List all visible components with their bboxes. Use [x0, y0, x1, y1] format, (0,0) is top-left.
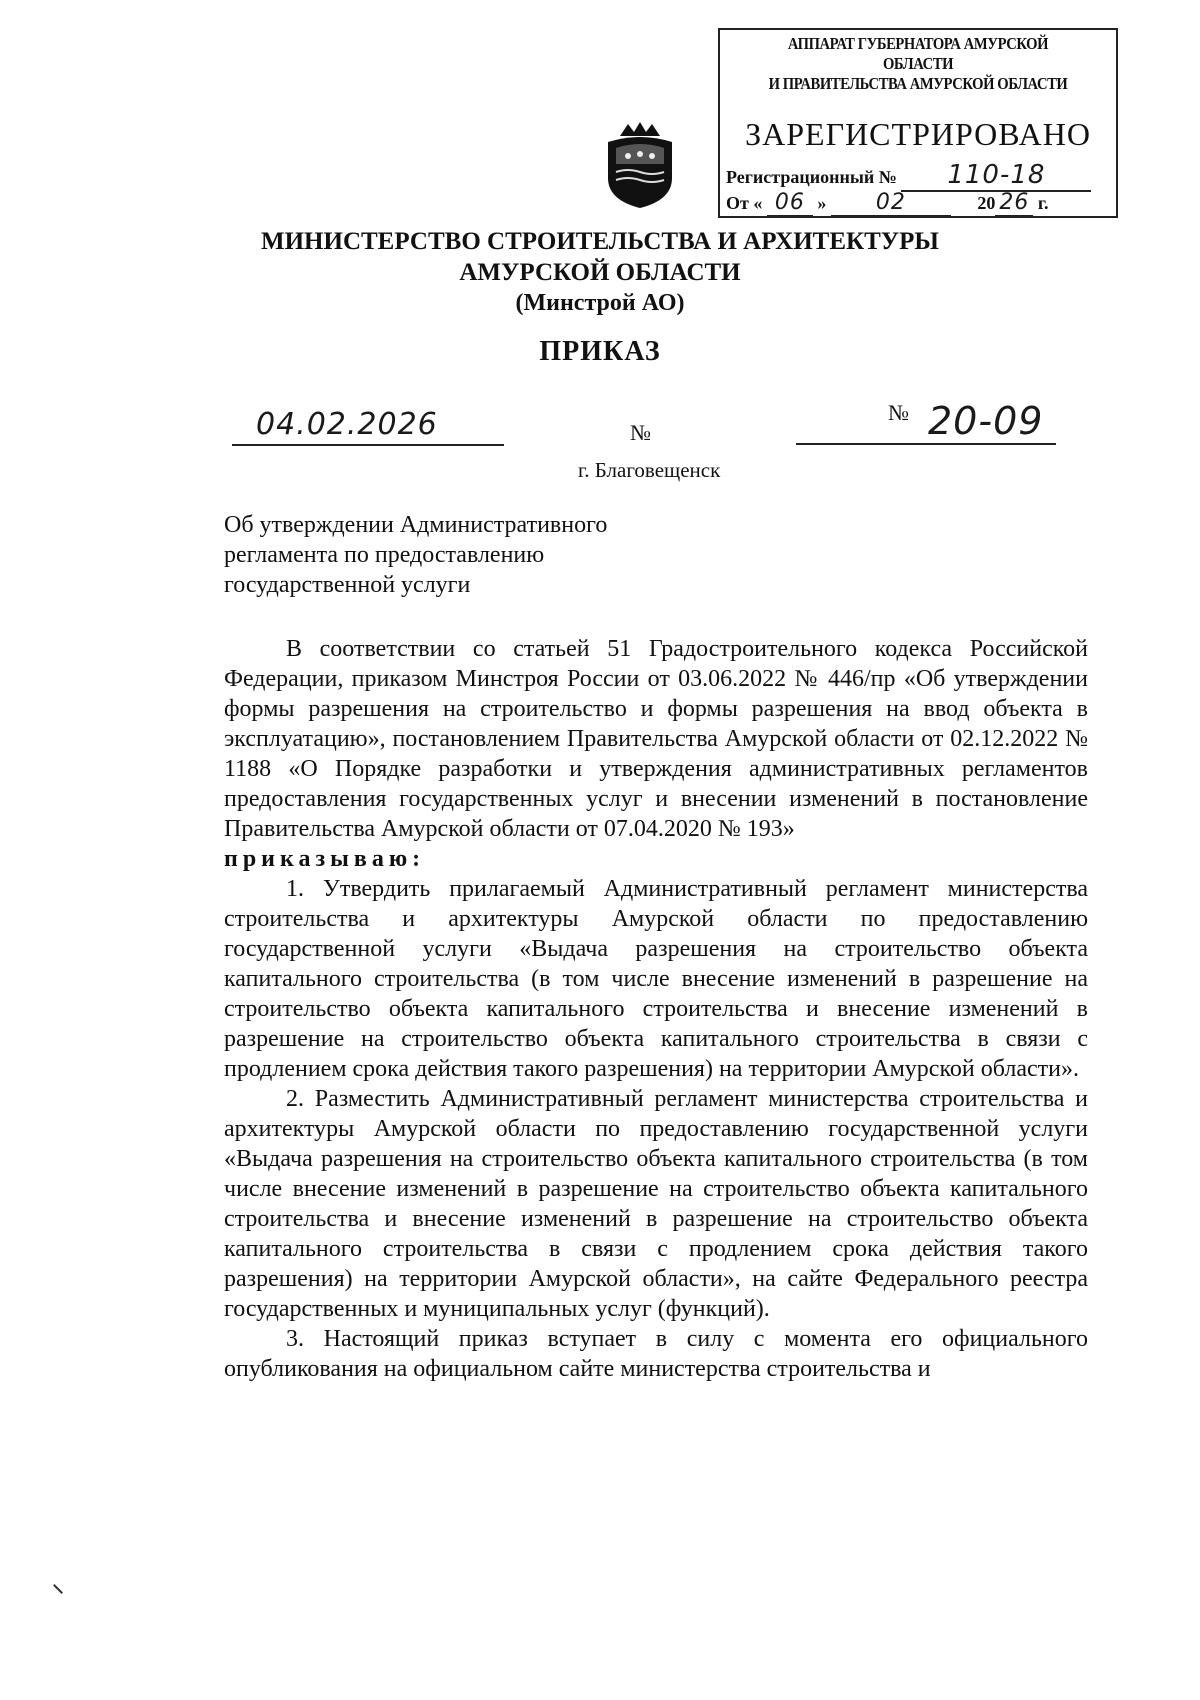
order-subject	[224, 510, 744, 600]
order-number: 20-09	[928, 399, 1044, 443]
ministry-name-line1: МИНИСТЕРСТВО СТРОИТЕЛЬСТВА И АРХИТЕКТУРЫ	[261, 228, 939, 255]
number-sign: №	[888, 400, 909, 425]
stamp-year-suffix: 26	[999, 190, 1030, 215]
stamp-org-line2: И ПРАВИТЕЛЬСТВА АМУРСКОЙ ОБЛАСТИ	[768, 74, 1068, 93]
stamp-day: 06	[774, 190, 805, 215]
stamp-day-close: »	[817, 193, 827, 213]
order-body	[224, 634, 1088, 1384]
coat-of-arms-icon	[600, 118, 680, 210]
subject-line3: государственной услуги	[224, 572, 471, 598]
order-item-3: 3. Настоящий приказ вступает в силу с момента его официального опубликования на официальном сайте министерства строительства и	[224, 1326, 1088, 1382]
stamp-from-label: От «	[726, 193, 763, 213]
margin-mark	[53, 1584, 63, 1594]
order-item-1: 1. Утвердить прилагаемый Административный регламент министерства строительства и архитектуры Амурской области по предоставлению государственной услуги «Выдача разрешения на строительство объекта капитального строительства (в том числе внесение изменений в разрешение на строительство объекта капитального строительства и внесение изменений в разрешение на строительство объекта капитального строительства в связи с продлением срока действия такого разрешения) на территории Амурской области».	[224, 876, 1088, 1082]
order-date: 04.02.2026	[256, 407, 438, 442]
number-sign-center: №	[630, 420, 651, 445]
subject-line1: Об утверждении Административного	[224, 512, 608, 538]
stamp-org-line1: АППАРАТ ГУБЕРНАТОРА АМУРСКОЙ ОБЛАСТИ	[787, 34, 1049, 73]
order-date-field	[232, 400, 504, 446]
stamp-reg-row	[726, 160, 1091, 192]
stamp-month: 02	[875, 190, 906, 215]
stamp-organization	[753, 34, 1083, 94]
stamp-date-row	[726, 190, 1049, 217]
stamp-year-label: г.	[1037, 193, 1049, 213]
ministry-name-line2: АМУРСКОЙ ОБЛАСТИ	[459, 259, 741, 286]
registration-stamp	[718, 28, 1118, 218]
command-word: приказываю:	[224, 846, 426, 872]
stamp-title: ЗАРЕГИСТРИРОВАНО	[745, 116, 1091, 152]
order-number-field	[796, 397, 1056, 445]
stamp-reg-label: Регистрационный №	[726, 167, 897, 187]
city-name: г. Благовещенск	[578, 458, 721, 482]
stamp-reg-number: 110-18	[947, 160, 1046, 190]
document-type-title: ПРИКАЗ	[539, 336, 661, 367]
preamble-paragraph: В соответствии со статьей 51 Градостроительного кодекса Российской Федерации, приказом Минстроя России от 03.06.2022 № 446/пр «Об утверждении формы разрешения на строительство и формы разрешения на ввод объекта в эксплуатацию», постановлением Правительства Амурской области от 02.12.2022 № 1188 «О Порядке разработки и утверждения административных регламентов предоставления государственных услуг и внесении изменений в постановление Правительства Амурской области от 07.04.2020 № 193»	[224, 636, 1088, 842]
subject-line2: регламента по предоставлению	[224, 542, 545, 568]
stamp-year-prefix: 20	[977, 193, 996, 213]
ministry-short-name: (Минстрой АО)	[515, 290, 685, 316]
order-item-2: 2. Разместить Административный регламент министерства строительства и архитектуры Амурской области по предоставлению государственной услуги «Выдача разрешения на строительство объекта капитального строительства (в том числе внесение изменений в разрешение на строительство объекта капитального строительства и внесение изменений в разрешение на строительство объекта капитального строительства в связи с продлением срока действия такого разрешения) на территории Амурской области», на сайте Федерального реестра государственных и муниципальных услуг (функций).	[224, 1086, 1088, 1322]
